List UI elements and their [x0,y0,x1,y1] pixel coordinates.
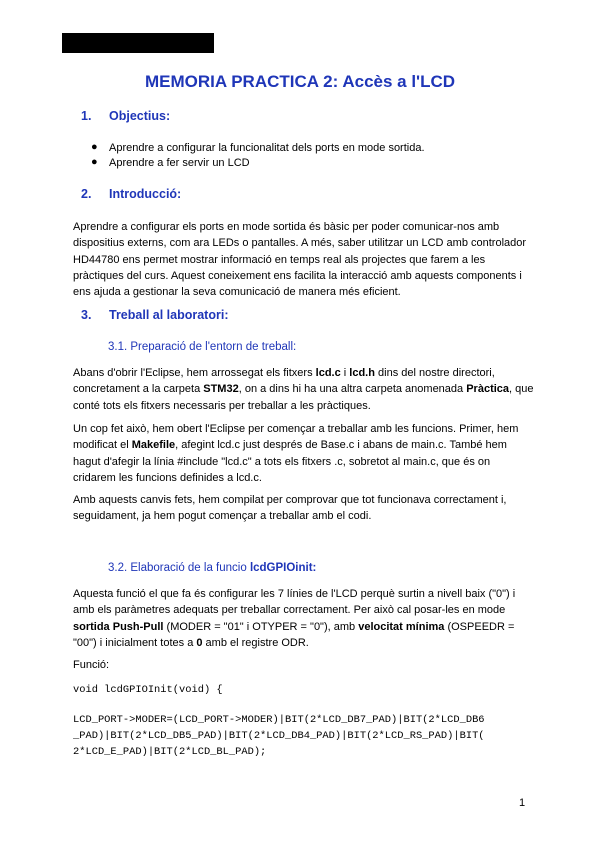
subsection-heading-preparacio: 3.1. Preparació de l'entorn de treball: [108,341,297,353]
paragraph-preparacio-2 [73,421,535,486]
function-name: lcdGPIOinit: [249,562,317,574]
bullet-icon: ● [91,156,98,168]
section-number: 1. [81,109,92,123]
section-label: Objectius: [109,109,171,123]
page-title: MEMORIA PRACTICA 2: Accès a l'LCD [144,72,456,91]
bullet-icon: ● [91,141,98,153]
text-run: , afegint lcd.c just després de Base.c i abans de main.c. També hem hagut d'afegir la línia #include "lcd.c" a tots els fitxers .c, sobretot al main.c, que és on cridarem les funcions definides a lcd.c. [73,439,507,484]
text-run: Amb aquests canvis fets, hem compilat per comprovar que tot funcionava correctament i, seguidament, ja hem pogut començar a treballar amb el codi. [73,494,507,523]
paragraph-preparacio-3 [73,492,535,525]
redaction-bar [62,33,214,53]
section-number: 2. [81,187,92,201]
function-label: Funció: [73,659,110,671]
text-run: Abans d'obrir l'Eclipse, hem arrossegat els fitxers [73,367,316,379]
emphasis: velocitat mínima [358,620,445,633]
emphasis: sortida Push-Pull [73,620,164,633]
code-line: LCD_PORT->MODER=(LCD_PORT->MODER)|BIT(2*LCD_DB7_PAD)|BIT(2*LCD_DB6 [73,714,485,726]
text-run: (OSPEEDR = "00") i inicialment totes a [73,620,515,649]
text-run: Un cop fet això, hem obert l'Eclipse per començar a treballar amb les funcions. Primer, hem modificat el [73,423,519,452]
intro-paragraph [73,219,535,300]
text-run: amb el registre ODR. [202,636,309,649]
text-run: , que conté tots els fitxers necessaris per treballar a les pràctiques. [73,383,534,412]
paragraph-elaboracio [73,586,535,651]
file-name: lcd.h [349,367,375,379]
subsection-heading-elaboracio [108,562,316,574]
page-number: 1 [519,797,526,809]
text-run: dins del nostre directori, concretament a la carpeta [73,367,495,396]
section-label: Introducció: [109,187,182,201]
code-line: void lcdGPIOInit(void) { [73,684,223,696]
text-run: i [340,367,350,379]
section-number: 3. [81,308,92,322]
folder-name: STM32 [203,383,239,396]
code-line: 2*LCD_E_PAD)|BIT(2*LCD_BL_PAD); [73,746,267,758]
file-name: Makefile [131,439,176,452]
text-run: , on a dins hi ha una altra carpeta anomenada [238,383,467,396]
paragraph-preparacio-1 [73,365,535,414]
emphasis: 0 [196,636,203,649]
list-item-text: Aprendre a configurar la funcionalitat dels ports en mode sortida. [109,142,425,154]
text-run: 3.2. Elaboració de la funcio [108,562,250,574]
file-name: lcd.c [315,367,341,379]
folder-name: Pràctica [466,383,510,396]
text-run: (MODER = "01" i OTYPER = "0"), amb [163,620,359,633]
text-run: Aquesta funció el que fa és configurar les 7 línies de l'LCD perquè surtin a nivell baix ("0") i amb els paràmetres adequats per treballar correctament. Per això cal posar-les en mode [73,588,516,617]
list-item-text: Aprendre a fer servir un LCD [109,157,250,169]
section-label: Treball al laboratori: [109,308,229,322]
code-line: _PAD)|BIT(2*LCD_DB5_PAD)|BIT(2*LCD_DB4_PAD)|BIT(2*LCD_RS_PAD)|BIT( [73,730,485,742]
intro-text: Aprendre a configurar els ports en mode sortida és bàsic per poder comunicar-nos amb dispositius externs, com ara LEDs o pantalles. A més, saber utilitzar un LCD amb controlador HD44780 ens permet mostrar informació en temps real als projectes que farem a les pràctiques del curs. Aquest coneixement ens facilita la interacció amb aquests components i ens ajuda a gestionar la seva comunicació de manera més eficient. [73,221,527,299]
